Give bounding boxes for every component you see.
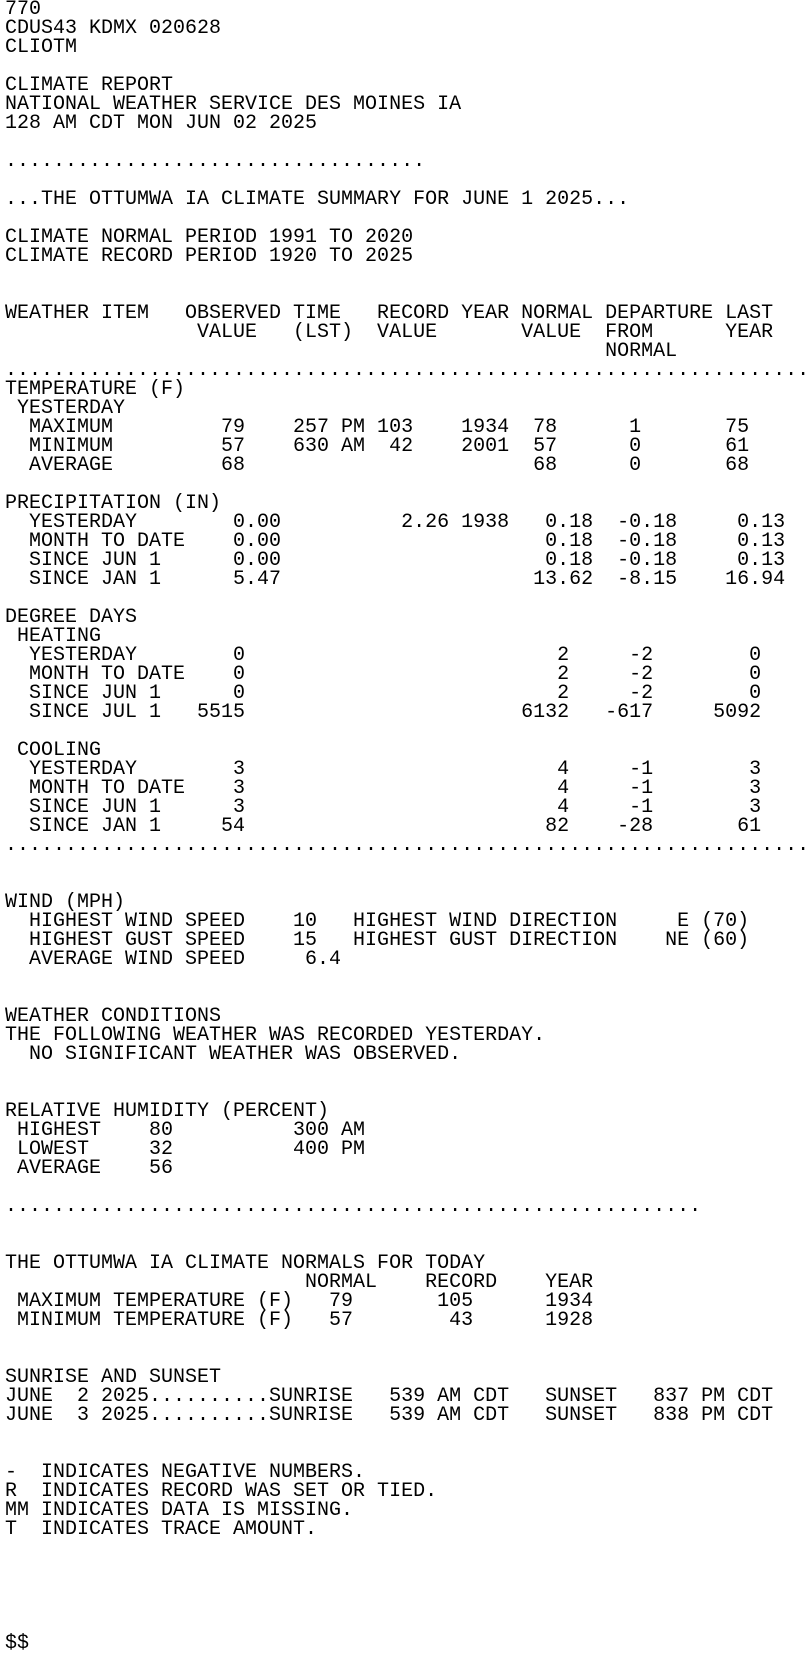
report-line: - INDICATES NEGATIVE NUMBERS. (5, 1461, 366, 1484)
report-line: AVERAGE WIND SPEED 6.4 (5, 948, 342, 971)
report-line: YESTERDAY 0.00 2.26 1938 0.18 -0.18 0.13 (5, 511, 786, 534)
report-line (5, 266, 810, 285)
report-line (5, 969, 810, 988)
report-line (5, 1425, 810, 1444)
report-line (5, 1615, 810, 1634)
report-line: YESTERDAY 0 2 -2 0 (5, 644, 762, 667)
report-line (5, 1064, 810, 1083)
report-line: T INDICATES TRACE AMOUNT. (5, 1518, 318, 1541)
report-line: PRECIPITATION (IN) (5, 492, 222, 515)
report-line: CLIMATE REPORT (5, 74, 174, 97)
report-line: CLIMATE RECORD PERIOD 1920 TO 2025 (5, 245, 414, 268)
report-line: ................................................................... (5, 359, 810, 382)
report-line (5, 1539, 810, 1558)
report-line: LOWEST 32 400 PM (5, 1138, 366, 1161)
report-line: SINCE JAN 1 54 82 -28 61 (5, 815, 762, 838)
report-line: MONTH TO DATE 0 2 -2 0 (5, 663, 762, 686)
report-line (5, 1596, 810, 1615)
report-line: HIGHEST WIND SPEED 10 HIGHEST WIND DIRECTION E (70) (5, 910, 750, 933)
report-line (5, 874, 810, 893)
report-line (5, 1330, 810, 1349)
report-line: YESTERDAY 3 4 -1 3 (5, 758, 762, 781)
report-line: NORMAL (5, 340, 678, 363)
report-line: MM INDICATES DATA IS MISSING. (5, 1499, 354, 1522)
report-line: JUNE 3 2025..........SUNRISE 539 AM CDT SUNSET 838 PM CDT (5, 1404, 774, 1427)
report-line: TEMPERATURE (F) (5, 378, 186, 401)
report-line: SINCE JUL 1 5515 6132 -617 5092 (5, 701, 762, 724)
report-line: ...THE OTTUMWA IA CLIMATE SUMMARY FOR JUNE 1 2025... (5, 188, 630, 211)
report-line: NO SIGNIFICANT WEATHER WAS OBSERVED. (5, 1043, 462, 1066)
report-line: ................................... (5, 150, 426, 173)
report-line (5, 1216, 810, 1235)
report-line: WIND (MPH) (5, 891, 126, 914)
report-line: CLIMATE NORMAL PERIOD 1991 TO 2020 (5, 226, 414, 249)
report-line: $$ (5, 1632, 30, 1653)
report-line: RELATIVE HUMIDITY (PERCENT) (5, 1100, 330, 1123)
report-line: DEGREE DAYS (5, 606, 138, 629)
report-line: MINIMUM 57 630 AM 42 2001 57 0 61 (5, 435, 750, 458)
report-line: AVERAGE 56 (5, 1157, 174, 1180)
report-line: HIGHEST 80 300 AM (5, 1119, 366, 1142)
report-line: WEATHER ITEM OBSERVED TIME RECORD YEAR NORMAL DEPARTURE LAST (5, 302, 774, 325)
report-line: .......................................................... (5, 1195, 702, 1218)
report-line: SINCE JUN 1 0 2 -2 0 (5, 682, 762, 705)
report-line: CDUS43 KDMX 020628 (5, 17, 222, 40)
report-line (5, 1558, 810, 1577)
report-line: SINCE JUN 1 3 4 -1 3 (5, 796, 762, 819)
report-line: COOLING (5, 739, 102, 762)
report-line: AVERAGE 68 68 0 68 (5, 454, 750, 477)
report-line: MINIMUM TEMPERATURE (F) 57 43 1928 (5, 1309, 594, 1332)
report-line: SINCE JAN 1 5.47 13.62 -8.15 16.94 (5, 568, 786, 591)
report-line: VALUE (LST) VALUE VALUE FROM YEAR (5, 321, 774, 344)
report-line: WEATHER CONDITIONS (5, 1005, 222, 1028)
report-line: MAXIMUM TEMPERATURE (F) 79 105 1934 (5, 1290, 594, 1313)
report-line: 128 AM CDT MON JUN 02 2025 (5, 112, 318, 135)
report-line: THE OTTUMWA IA CLIMATE NORMALS FOR TODAY (5, 1252, 486, 1275)
report-line: NATIONAL WEATHER SERVICE DES MOINES IA (5, 93, 462, 116)
report-line: R INDICATES RECORD WAS SET OR TIED. (5, 1480, 438, 1503)
report-line: MAXIMUM 79 257 PM 103 1934 78 1 75 (5, 416, 750, 439)
report-line: YESTERDAY (5, 397, 126, 420)
report-line: SUNRISE AND SUNSET (5, 1366, 222, 1389)
report-line: 770 (5, 0, 42, 21)
report-line: NORMAL RECORD YEAR (5, 1271, 594, 1294)
report-line: THE FOLLOWING WEATHER WAS RECORDED YESTERDAY. (5, 1024, 546, 1047)
report-line: CLIOTM (5, 36, 78, 59)
report-line (5, 1577, 810, 1596)
report-line: HEATING (5, 625, 102, 648)
report-line: HIGHEST GUST SPEED 15 HIGHEST GUST DIRECTION NE (60) (5, 929, 750, 952)
report-line (5, 855, 810, 874)
report-line: SINCE JUN 1 0.00 0.18 -0.18 0.13 (5, 549, 786, 572)
report-line: MONTH TO DATE 3 4 -1 3 (5, 777, 762, 800)
report-line: MONTH TO DATE 0.00 0.18 -0.18 0.13 (5, 530, 786, 553)
report-line: JUNE 2 2025..........SUNRISE 539 AM CDT SUNSET 837 PM CDT (5, 1385, 774, 1408)
report-line: ................................................................... (5, 834, 810, 857)
report-line (5, 722, 810, 741)
